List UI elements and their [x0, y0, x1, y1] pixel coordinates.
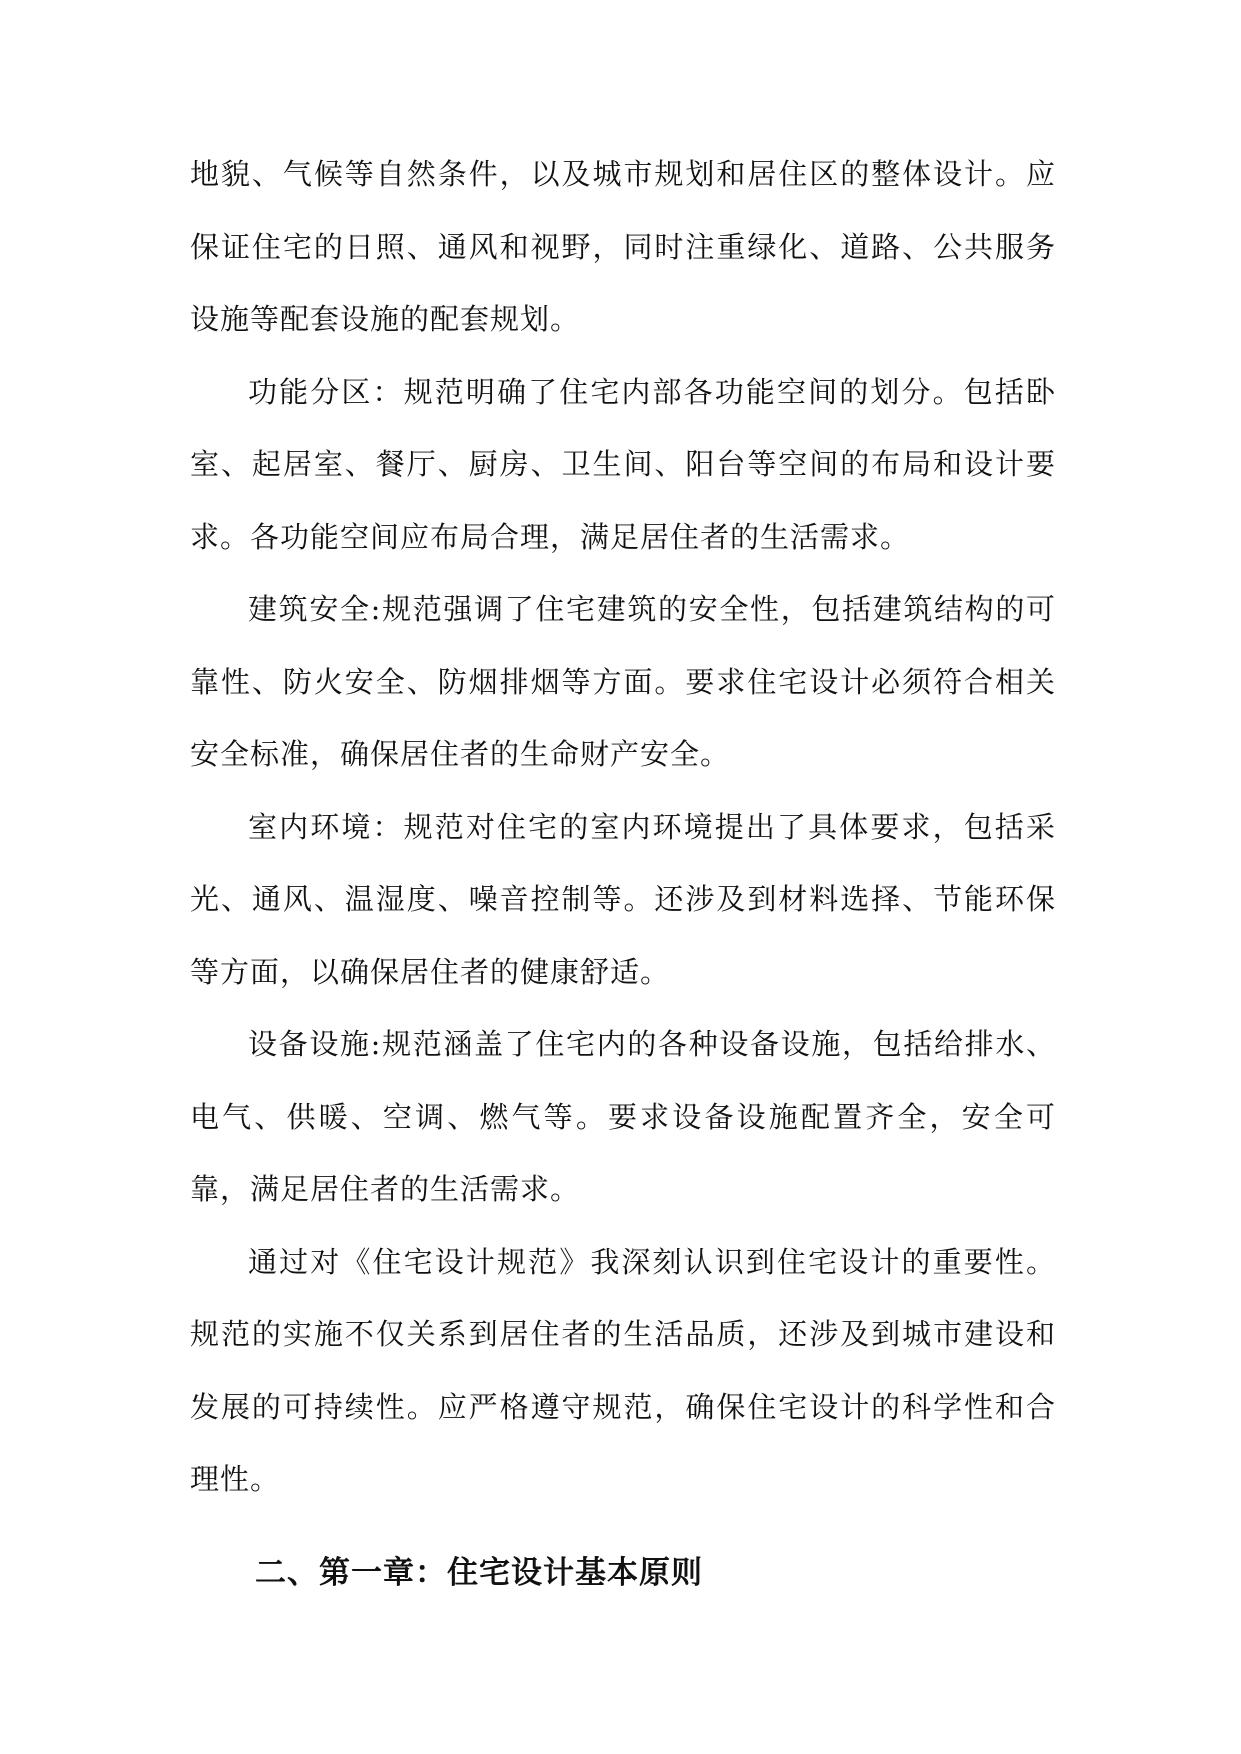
paragraph-building-safety: 建筑安全:规范强调了住宅建筑的安全性，包括建筑结构的可靠性、防火安全、防烟排烟等方面。要求住宅设计必须符合相关安全标准，确保居住者的生命财产安全。 [190, 592, 1056, 771]
paragraph-conclusion: 通过对《住宅设计规范》我深刻认识到住宅设计的重要性。规范的实施不仅关系到居住者的生活品质，还涉及到城市建设和发展的可持续性。应严格遵守规范，确保住宅设计的科学性和合理性。 [190, 1244, 1056, 1496]
paragraph-site-planning: 地貌、气候等自然条件，以及城市规划和居住区的整体设计。应保证住宅的日照、通风和视野，同时注重绿化、道路、公共服务设施等配套设施的配套规划。 [190, 157, 1056, 336]
paragraph-equipment-facilities: 设备设施:规范涵盖了住宅内的各种设备设施，包括给排水、电气、供暖、空调、燃气等。要求设备设施配置齐全，安全可靠，满足居住者的生活需求。 [190, 1027, 1056, 1206]
paragraph-functional-zoning: 功能分区：规范明确了住宅内部各功能空间的划分。包括卧室、起居室、餐厅、厨房、卫生间、阳台等空间的布局和设计要求。各功能空间应布局合理，满足居住者的生活需求。 [190, 374, 1056, 554]
paragraph-indoor-environment: 室内环境：规范对住宅的室内环境提出了具体要求，包括采光、通风、温湿度、噪音控制等。还涉及到材料选择、节能环保等方面，以确保居住者的健康舒适。 [190, 809, 1056, 989]
body-text [190, 138, 1056, 1516]
section-heading: 二、第一章：住宅设计基本原则 [255, 1555, 703, 1591]
